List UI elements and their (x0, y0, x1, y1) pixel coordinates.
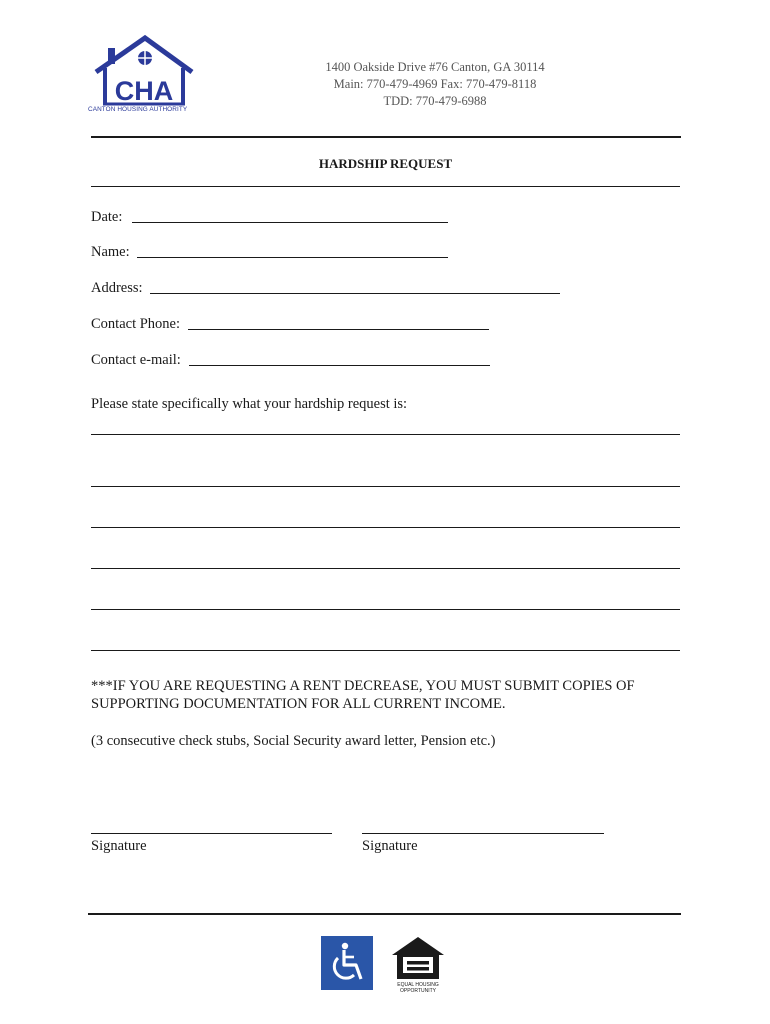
request-line[interactable] (91, 434, 680, 435)
date-label: Date: (91, 209, 123, 225)
address-line: 1400 Oakside Drive #76 Canton, GA 30114 (325, 60, 545, 74)
footer-divider (88, 913, 681, 915)
address-label: Address: (91, 280, 143, 296)
header-divider (91, 136, 681, 138)
form-title: HARDSHIP REQUEST (318, 156, 453, 171)
contact-email-label: Contact e-mail: (91, 352, 181, 368)
contact-phone-label: Contact Phone: (91, 316, 181, 332)
name-label: Name: (91, 244, 130, 260)
request-line[interactable] (91, 527, 680, 528)
equal-housing-opportunity-icon (392, 937, 444, 993)
signature-line-1[interactable] (91, 833, 332, 834)
signature-line-2[interactable] (362, 833, 604, 834)
tdd-line: TDD: 770-479-6988 (383, 94, 487, 108)
svg-text:OPPORTUNITY: OPPORTUNITY (399, 988, 437, 993)
svg-text:EQUAL HOUSING: EQUAL HOUSING (397, 982, 439, 988)
income-notice: ***IF YOU ARE REQUESTING A RENT DECREASE, YOU MUST SUBMIT COPIES OF SUPPORTING DOCUMENTATION FOR ALL CURRENT INCOME. (91, 678, 635, 712)
signature-label-2: Signature (362, 838, 418, 854)
request-line[interactable] (91, 650, 680, 651)
logo-text: CHA (114, 76, 174, 106)
request-prompt: Please state specifically what your hardship request is: (91, 396, 408, 412)
phone-line: Main: 770-479-4969 Fax: 770-479-8118 (333, 77, 537, 91)
cha-logo (88, 34, 206, 120)
date-field[interactable] (132, 222, 448, 223)
documentation-examples: (3 consecutive check stubs, Social Security award letter, Pension etc.) (91, 733, 496, 749)
wheelchair-accessibility-icon (321, 936, 373, 990)
logo-caption: CANTON HOUSING AUTHORITY (88, 106, 188, 113)
request-line[interactable] (91, 486, 680, 487)
title-divider (91, 186, 680, 187)
name-field[interactable] (137, 257, 448, 258)
footer-badges (321, 935, 451, 993)
request-line[interactable] (91, 609, 680, 610)
contact-email-field[interactable] (189, 365, 490, 366)
request-line[interactable] (91, 568, 680, 569)
contact-phone-field[interactable] (188, 329, 489, 330)
signature-label-1: Signature (91, 838, 147, 854)
address-field[interactable] (150, 293, 560, 294)
